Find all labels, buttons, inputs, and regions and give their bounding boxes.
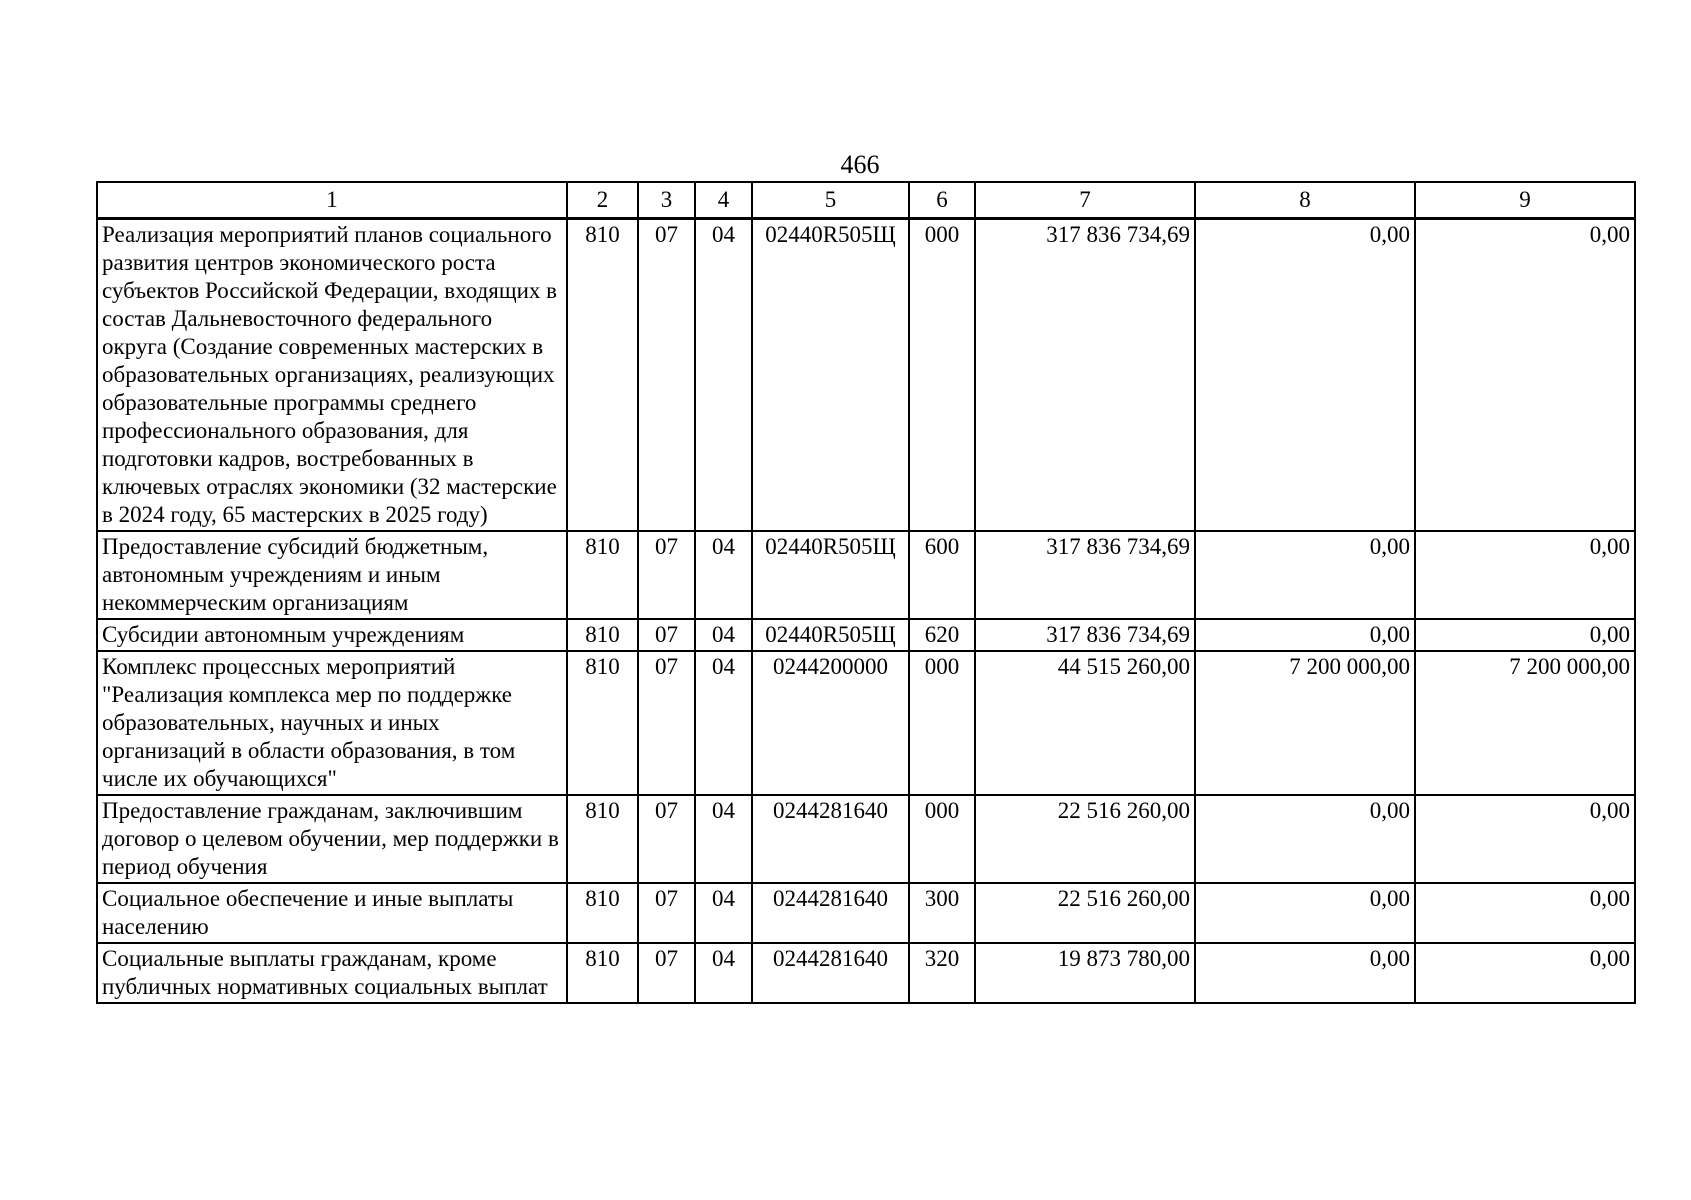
amount-cell: 44 515 260,00 [975,651,1195,795]
row-name-cell: Предоставление субсидий бюджетным, автономным учреждениям и иным некоммерческим организациям [97,531,567,619]
table-row [97,883,1635,943]
code-cell: 07 [638,943,695,1003]
row-name-cell: Предоставление гражданам, заключившим договор о целевом обучении, мер поддержки в период обучения [97,795,567,883]
code-cell: 000 [909,795,975,883]
code-cell: 810 [567,219,638,532]
amount-cell: 19 873 780,00 [975,943,1195,1003]
header-row [97,182,1635,219]
code-cell: 04 [695,619,752,651]
amount-cell: 0,00 [1195,619,1415,651]
column-header: 6 [909,182,975,219]
code-cell: 07 [638,531,695,619]
code-cell: 07 [638,619,695,651]
amount-cell: 22 516 260,00 [975,795,1195,883]
code-cell: 810 [567,531,638,619]
amount-cell: 7 200 000,00 [1195,651,1415,795]
amount-cell: 0,00 [1415,531,1635,619]
column-header: 2 [567,182,638,219]
budget-table [96,181,1636,1004]
code-cell: 0244281640 [752,795,909,883]
column-header: 5 [752,182,909,219]
code-cell: 04 [695,531,752,619]
table-row [97,795,1635,883]
code-cell: 0244200000 [752,651,909,795]
code-cell: 07 [638,795,695,883]
code-cell: 02440R505Щ [752,219,909,532]
column-header: 7 [975,182,1195,219]
amount-cell: 317 836 734,69 [975,619,1195,651]
code-cell: 07 [638,219,695,532]
amount-cell: 0,00 [1415,795,1635,883]
table-row [97,943,1635,1003]
row-name-cell: Социальные выплаты гражданам, кроме публичных нормативных социальных выплат [97,943,567,1003]
column-header: 4 [695,182,752,219]
row-name-cell: Реализация мероприятий планов социального развития центров экономического роста субъектов Российской Федерации, входящих в состав Дальневосточного федерального округа (Создание современных мастерских в образовательных организациях, реализующих образовательные программы среднего профессионального образования, для подготовки кадров, востребованных в ключевых отраслях экономики (32 мастерские в 2024 году, 65 мастерских в 2025 году) [97,219,567,532]
column-header: 8 [1195,182,1415,219]
amount-cell: 0,00 [1415,219,1635,532]
code-cell: 600 [909,531,975,619]
code-cell: 810 [567,883,638,943]
code-cell: 0244281640 [752,943,909,1003]
code-cell: 04 [695,883,752,943]
code-cell: 04 [695,943,752,1003]
code-cell: 810 [567,651,638,795]
row-name-cell: Субсидии автономным учреждениям [97,619,567,651]
amount-cell: 0,00 [1195,943,1415,1003]
amount-cell: 0,00 [1195,531,1415,619]
code-cell: 04 [695,651,752,795]
amount-cell: 7 200 000,00 [1415,651,1635,795]
column-header: 1 [97,182,567,219]
code-cell: 810 [567,943,638,1003]
table-row [97,651,1635,795]
amount-cell: 0,00 [1415,883,1635,943]
code-cell: 0244281640 [752,883,909,943]
amount-cell: 0,00 [1195,795,1415,883]
code-cell: 04 [695,795,752,883]
amount-cell: 0,00 [1415,619,1635,651]
code-cell: 000 [909,651,975,795]
code-cell: 810 [567,795,638,883]
code-cell: 07 [638,651,695,795]
amount-cell: 317 836 734,69 [975,219,1195,532]
code-cell: 04 [695,219,752,532]
table-row [97,619,1635,651]
amount-cell: 0,00 [1415,943,1635,1003]
code-cell: 810 [567,619,638,651]
table-row [97,219,1635,532]
code-cell: 02440R505Щ [752,531,909,619]
row-name-cell: Социальное обеспечение и иные выплаты населению [97,883,567,943]
code-cell: 320 [909,943,975,1003]
code-cell: 02440R505Щ [752,619,909,651]
code-cell: 300 [909,883,975,943]
column-header: 3 [638,182,695,219]
amount-cell: 22 516 260,00 [975,883,1195,943]
row-name-cell: Комплекс процессных мероприятий "Реализация комплекса мер по поддержке образовательных, научных и иных организаций в области образования, в том числе их обучающихся" [97,651,567,795]
code-cell: 000 [909,219,975,532]
page-number: 466 [840,150,880,179]
table-row [97,531,1635,619]
code-cell: 07 [638,883,695,943]
code-cell: 620 [909,619,975,651]
amount-cell: 317 836 734,69 [975,531,1195,619]
amount-cell: 0,00 [1195,219,1415,532]
amount-cell: 0,00 [1195,883,1415,943]
column-header: 9 [1415,182,1635,219]
